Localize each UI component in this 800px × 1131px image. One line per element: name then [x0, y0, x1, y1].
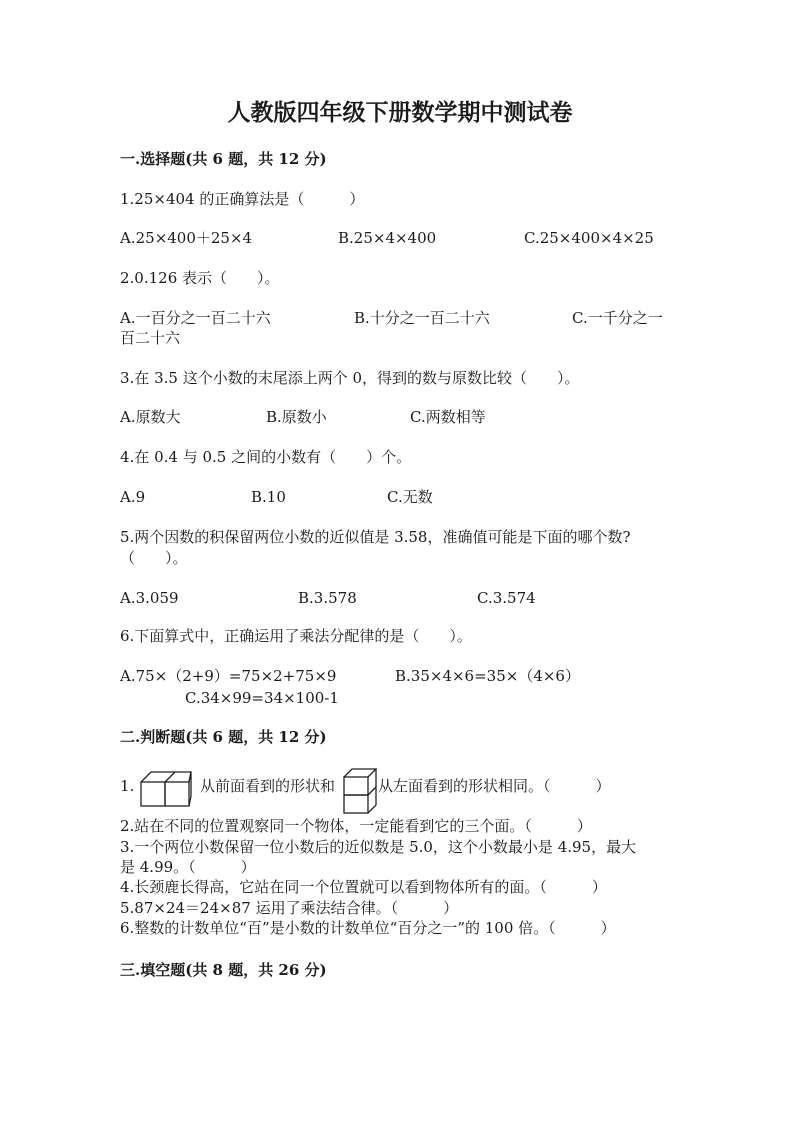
- section-heading-choice: 一.选择题(共 6 题，共 12 分): [120, 150, 327, 168]
- two-cubes-stacked-figure: [342, 767, 378, 815]
- judgement-item: 2.站在不同的位置观察同一个物体，一定能看到它的三个面。（ ）: [120, 817, 592, 835]
- judgement-number: 1.: [120, 777, 135, 795]
- option-c: C.34×99=34×100-1: [185, 689, 339, 707]
- option-c: C.无数: [387, 488, 433, 506]
- option-a: A.9: [120, 488, 146, 506]
- section-heading-fill-in: 三.填空题(共 8 题，共 26 分): [120, 961, 327, 979]
- option-c-continued: 百二十六: [120, 329, 181, 347]
- option-b: B.35×4×6=35×（4×6）: [395, 667, 580, 685]
- section-heading-judgement: 二.判断题(共 6 题，共 12 分): [120, 728, 327, 746]
- question-stem: 5.两个因数的积保留两位小数的近似值是 3.58，准确值可能是下面的哪个数?: [120, 528, 631, 546]
- option-c: C.3.574: [477, 589, 536, 607]
- question-stem: 6.下面算式中，正确运用了乘法分配律的是（ ）。: [120, 627, 472, 645]
- option-b: B.3.578: [298, 589, 357, 607]
- option-b: B.原数小: [266, 408, 327, 426]
- option-a: A.75×（2+9）=75×2+75×9: [120, 667, 337, 685]
- judgement-text-middle: 从前面看到的形状和: [200, 777, 336, 795]
- option-b: B.十分之一百二十六: [354, 309, 490, 327]
- question-stem: 1.25×404 的正确算法是（ ）: [120, 190, 365, 208]
- option-a: A.一百分之一百二十六: [120, 309, 271, 327]
- page-title: 人教版四年级下册数学期中测试卷: [227, 99, 573, 126]
- question-stem: 3.在 3.5 这个小数的末尾添上两个 0，得到的数与原数比较（ ）。: [120, 369, 580, 387]
- option-c: C.一千分之一: [572, 309, 663, 327]
- question-stem: 4.在 0.4 与 0.5 之间的小数有（ ）个。: [120, 448, 412, 466]
- option-a: A.3.059: [120, 589, 179, 607]
- option-b: B.25×4×400: [338, 229, 437, 247]
- option-a: A.25×400＋25×4: [120, 229, 253, 247]
- option-a: A.原数大: [120, 408, 181, 426]
- question-stem-continued: （ ）。: [120, 549, 188, 567]
- judgement-item: 5.87×24＝24×87 运用了乘法结合律。（ ）: [120, 899, 459, 917]
- judgement-item-continued: 是 4.99。（ ）: [120, 858, 256, 876]
- judgement-text-tail: 从左面看到的形状相同。（ ）: [378, 777, 611, 795]
- judgement-item: 4.长颈鹿长得高，它站在同一个位置就可以看到物体所有的面。（ ）: [120, 878, 607, 896]
- option-c: C.25×400×4×25: [524, 229, 654, 247]
- judgement-item: 3.一个两位小数保留一位小数后的近似数是 5.0，这个小数最小是 4.95，最大: [120, 838, 637, 856]
- option-b: B.10: [251, 488, 286, 506]
- two-cubes-side-by-side-figure: [139, 767, 193, 812]
- judgement-item: 6.整数的计数单位“百”是小数的计数单位“百分之一”的 100 倍。（ ）: [120, 919, 616, 937]
- question-stem: 2.0.126 表示（ ）。: [120, 269, 280, 287]
- option-c: C.两数相等: [410, 408, 486, 426]
